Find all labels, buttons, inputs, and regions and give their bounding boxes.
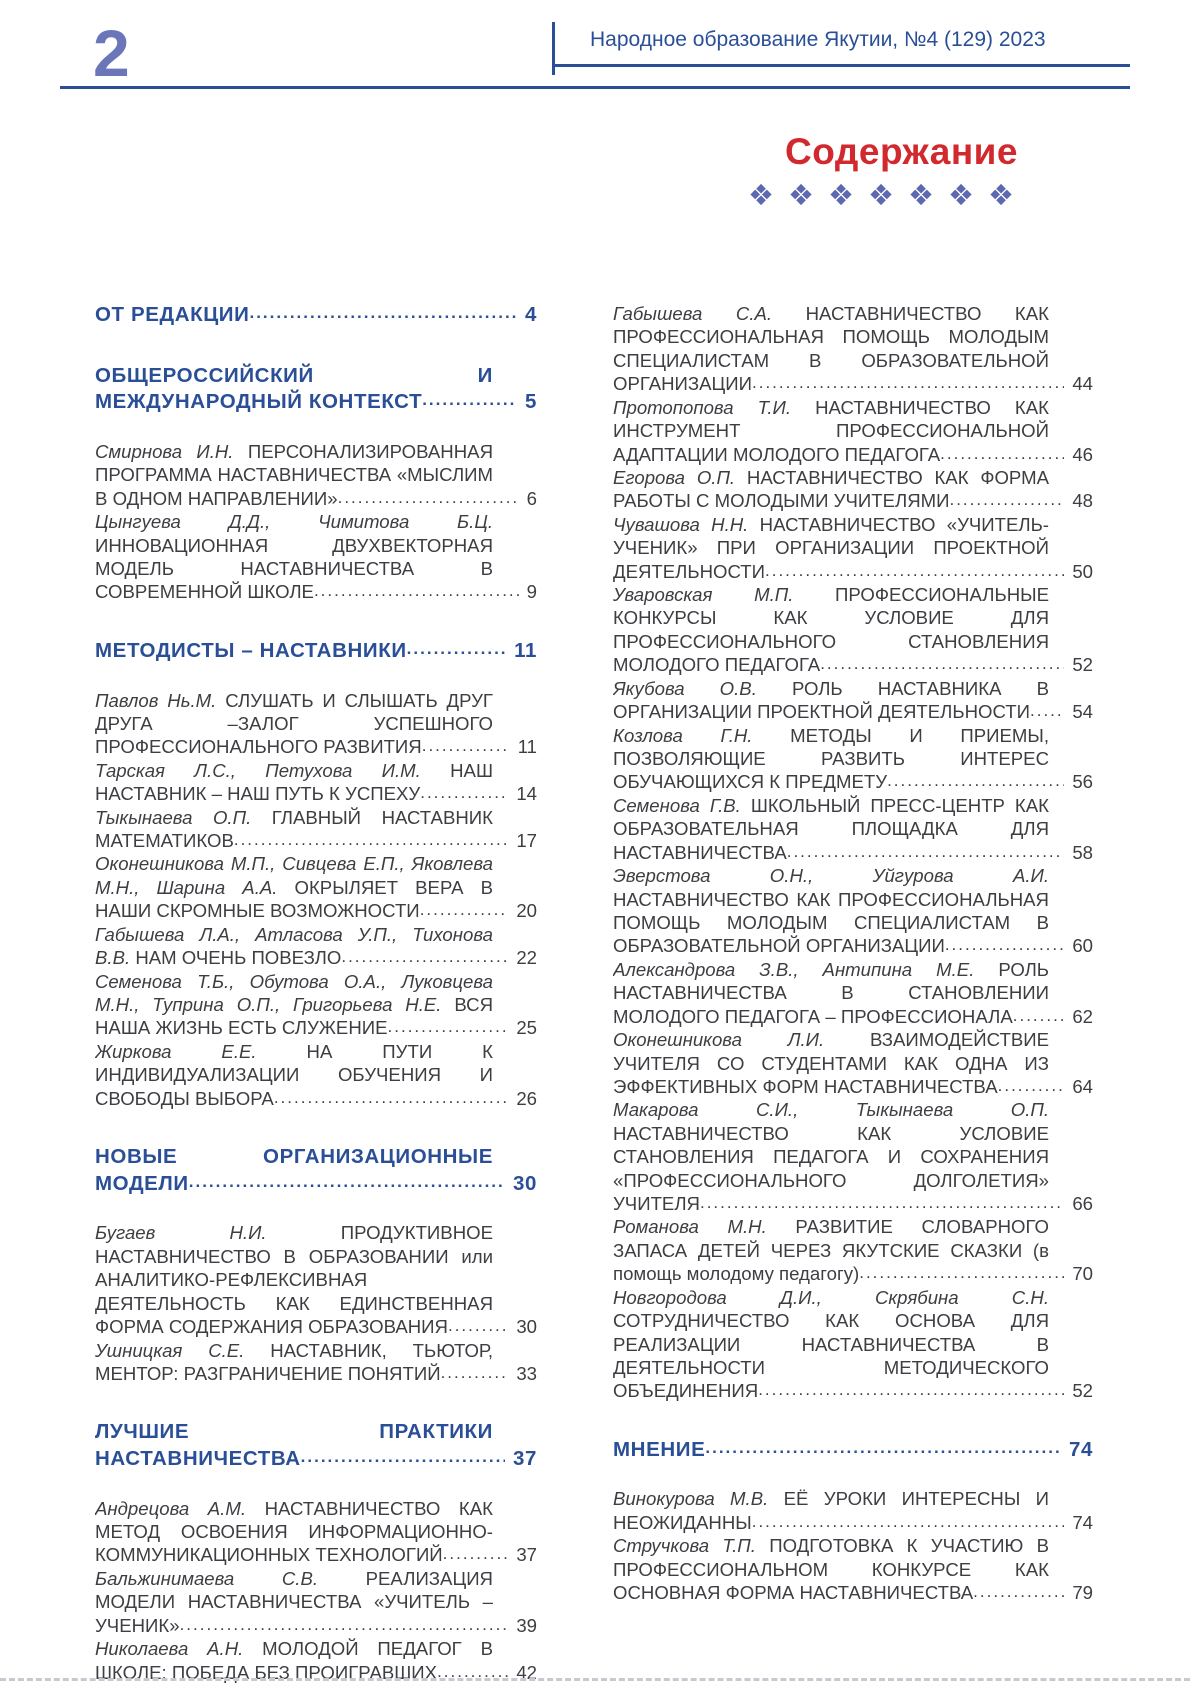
page-ref: 39 [508, 1614, 537, 1637]
toc-entry [613, 1028, 1093, 1098]
dot-leader [234, 829, 537, 850]
page-ref: 33 [508, 1362, 537, 1385]
header-divider-bar [552, 22, 555, 75]
entry-title: ПОДГОТОВКА К УЧАСТИЮ В ПРОФЕССИОНАЛЬНОМ КОНКУРСЕ КАК ОСНОВНАЯ ФОРМА НАСТАВНИЧЕСТВА [613, 1535, 1050, 1604]
section-title: ОБЩЕРОССИЙСКИЙ И МЕЖДУНАРОДНЫЙ КОНТЕКСТ [95, 363, 493, 414]
toc-column-left [95, 302, 537, 1684]
toc-section-heading [95, 363, 537, 416]
page-ref: 9 [519, 580, 537, 603]
entry-title: ПЕРСОНАЛИЗИРОВАННАЯ ПРОГРАММА НАСТАВНИЧЕСТВА «МЫСЛИМ В ОДНОМ НАПРАВЛЕНИИ» [95, 440, 493, 509]
entry-authors: Винокурова М.В. [613, 1488, 784, 1510]
toc-columns [0, 302, 1190, 1684]
dot-leader [189, 1171, 537, 1193]
page-number: 2 [93, 15, 130, 90]
entry-authors: Эверстова О.Н., Уйгурова А.И. [613, 865, 1049, 887]
page-ref: 42 [508, 1661, 537, 1684]
section-title: ЛУЧШИЕ ПРАКТИКИ НАСТАВНИЧЕСТВА [95, 1420, 493, 1470]
section-title: НОВЫЕ ОРГАНИЗАЦИОННЫЕ МОДЕЛИ [95, 1145, 493, 1195]
entry-title: ПРОФЕССИОНАЛЬНЫЕ КОНКУРСЫ КАК УСЛОВИЕ ДЛЯ ПРОФЕССИОНАЛЬНОГО СТАНОВЛЕНИЯ МОЛОДОГО ПЕДАГОГА [613, 584, 1049, 676]
entry-authors: Павлов Нь.М. [95, 689, 226, 711]
toc-entry [95, 852, 537, 922]
dot-leader [301, 1446, 537, 1468]
page-ref: 66 [1064, 1192, 1093, 1215]
dot-leader [249, 302, 537, 324]
dot-leader [752, 372, 1093, 393]
dot-leader [314, 580, 537, 601]
entry-authors: Оконешникова М.П., Сивцева Е.П., Яковлева М.Н., Шарина А.А. [95, 853, 493, 898]
entry-authors: Романова М.Н. [613, 1216, 796, 1238]
toc-entry [95, 1221, 537, 1338]
entry-title: ПРОДУКТИВНОЕ НАСТАВНИЧЕСТВО В ОБРАЗОВАНИИ или АНАЛИТИКО-РЕФЛЕКСИВНАЯ ДЕЯТЕЛЬНОСТЬ КАК ЕДИНСТВЕННАЯ ФОРМА СОДЕРЖАНИЯ ОБРАЗОВАНИЯ [95, 1222, 493, 1338]
entry-title: ШКОЛЬНЫЙ ПРЕСС-ЦЕНТР КАК ОБРАЗОВАТЕЛЬНАЯ ПЛОЩАДКА ДЛЯ НАСТАВНИЧЕСТВА [613, 794, 1049, 863]
page-ref: 11 [506, 638, 537, 665]
toc-entry [95, 1637, 537, 1684]
entry-authors: Цынгуева Д.Д., Чимитова Б.Ц. [95, 511, 493, 533]
entry-title: НАСТАВНИЧЕСТВО КАК ИНСТРУМЕНТ ПРОФЕССИОНАЛЬНОЙ АДАПТАЦИИ МОЛОДОГО ПЕДАГОГА [613, 396, 1049, 465]
entry-authors: Александрова З.В., Антипина М.Е. [613, 958, 999, 980]
entry-title: НАСТАВНИЧЕСТВО КАК МЕТОД ОСВОЕНИЯ ИНФОРМАЦИОННО-КОММУНИКАЦИОННЫХ ТЕХНОЛОГИЙ [95, 1497, 493, 1566]
page-ref: 62 [1064, 1005, 1093, 1028]
dot-leader [705, 1437, 1093, 1459]
toc-section-heading [95, 302, 537, 329]
toc-entry [613, 864, 1093, 958]
page-ref: 70 [1064, 1262, 1093, 1285]
entry-authors: Смирнова И.Н. [95, 440, 248, 462]
page-ref: 37 [508, 1543, 537, 1566]
entry-authors: Козлова Г.Н. [613, 724, 791, 746]
entry-authors: Уваровская М.П. [613, 584, 836, 606]
page-ref: 74 [1061, 1437, 1093, 1464]
entry-authors: Якубова О.В. [613, 677, 792, 699]
entry-authors: Бальжинимаева С.В. [95, 1567, 366, 1589]
toc-entry [613, 302, 1093, 396]
page-ref: 25 [508, 1016, 537, 1039]
entry-title: ВСЯ НАША ЖИЗНЬ ЕСТЬ СЛУЖЕНИЕ [95, 994, 493, 1039]
toc-section-heading [95, 638, 537, 665]
toc-section-heading [95, 1144, 537, 1197]
page-ref: 64 [1064, 1075, 1093, 1098]
entry-authors: Оконешникова Л.И. [613, 1029, 870, 1051]
dot-leader [338, 487, 537, 508]
journal-title: Народное образование Якутии, №4 (129) 2023 [590, 28, 1046, 51]
entry-title: НАМ ОЧЕНЬ ПОВЕЗЛО [135, 947, 342, 969]
entry-title: СЛУШАТЬ И СЛЫШАТЬ ДРУГ ДРУГА –ЗАЛОГ УСПЕШНОГО ПРОФЕССИОНАЛЬНОГО РАЗВИТИЯ [95, 689, 493, 758]
entry-authors: Новгородова Д.И., Скрябина С.Н. [613, 1286, 1049, 1308]
toc-entry [95, 923, 537, 970]
dot-leader [765, 560, 1093, 581]
page-ref: 22 [508, 946, 537, 969]
toc-entry [95, 806, 537, 853]
toc-entry [613, 677, 1093, 724]
toc-entry [95, 1567, 537, 1637]
entry-title: НАСТАВНИЧЕСТВО КАК ПРОФЕССИОНАЛЬНАЯ ПОМОЩЬ МОЛОДЫМ СПЕЦИАЛИСТАМ В ОБРАЗОВАТЕЛЬНОЙ ОРГАНИЗАЦИИ [613, 303, 1049, 395]
page-ref: 58 [1064, 841, 1093, 864]
page-ref: 56 [1064, 770, 1093, 793]
toc-entry [95, 759, 537, 806]
page-ref: 50 [1064, 560, 1093, 583]
toc-entry [613, 1534, 1093, 1604]
entry-title: ВЗАИМОДЕЙСТВИЕ УЧИТЕЛЯ СО СТУДЕНТАМИ КАК ОДНА ИЗ ЭФФЕКТИВНЫХ ФОРМ НАСТАВНИЧЕСТВА [613, 1029, 1049, 1097]
page-ref: 11 [510, 735, 537, 758]
toc-column-right [613, 302, 1093, 1684]
entry-authors: Стручкова Т.П. [613, 1535, 770, 1557]
header-rule [60, 86, 1130, 89]
page-ref: 79 [1064, 1581, 1093, 1604]
page-ref: 52 [1064, 653, 1093, 676]
page-ref: 74 [1064, 1511, 1093, 1534]
page-ref: 44 [1064, 372, 1093, 395]
entry-authors: Тарская Л.С., Петухова И.М. [95, 759, 451, 781]
page-ref: 54 [1064, 700, 1093, 723]
diamond-ornament-icon: ❖ [948, 178, 974, 212]
entry-authors: Егорова О.П. [613, 466, 747, 488]
page-ref: 26 [508, 1087, 537, 1110]
entry-title: НАСТАВНИЧЕСТВО КАК ФОРМА РАБОТЫ С МОЛОДЫМИ УЧИТЕЛЯМИ [613, 466, 1050, 512]
entry-authors: Семенова Т.Б., Обутова О.А., Луковцева М.Н., Туприна О.П., Григорьева Н.Е. [95, 970, 493, 1015]
section-title: ОТ РЕДАКЦИИ [95, 303, 250, 326]
toc-entry [613, 466, 1093, 513]
toc-section-heading [95, 1419, 537, 1472]
entry-title: ИННОВАЦИОННАЯ ДВУХВЕКТОРНАЯ МОДЕЛЬ НАСТАВНИЧЕСТВА В СОВРЕМЕННОЙ ШКОЛЕ [95, 534, 493, 603]
entry-authors: Протопопова Т.И. [613, 396, 816, 418]
entry-authors: Жиркова Е.Е. [95, 1040, 307, 1062]
entry-authors: Ушницкая С.Е. [95, 1339, 271, 1361]
page-ref: 37 [505, 1446, 537, 1473]
entry-title: МОЛОДОЙ ПЕДАГОГ В ШКОЛЕ: ПОБЕДА БЕЗ ПРОИГРАВШИХ [95, 1638, 493, 1683]
entry-authors: Тыкынаева О.П. [95, 806, 272, 828]
journal-header [552, 24, 1130, 67]
toc-entry [95, 440, 537, 510]
page-ref: 30 [508, 1315, 537, 1338]
entry-title: ОКРЫЛЯЕТ ВЕРА В НАШИ СКРОМНЫЕ ВОЗМОЖНОСТИ [95, 876, 493, 922]
entry-title: ГЛАВНЫЙ НАСТАВНИК МАТЕМАТИКОВ [95, 806, 493, 852]
section-title: МНЕНИЕ [613, 1437, 706, 1461]
entry-title: МЕТОДЫ И ПРИЕМЫ, ПОЗВОЛЯЮЩИЕ РАЗВИТЬ ИНТЕРЕС ОБУЧАЮЩИХСЯ К ПРЕДМЕТУ [613, 724, 1049, 793]
entry-title: РАЗВИТИЕ СЛОВАРНОГО ЗАПАСА ДЕТЕЙ ЧЕРЕЗ ЯКУТСКИЕ СКАЗКИ (в помощь молодому педагогу) [613, 1216, 1049, 1285]
entry-authors: Бугаев Н.И. [95, 1222, 341, 1244]
entry-title: НАСТАВНИК, ТЬЮТОР, МЕНТОР: РАЗГРАНИЧЕНИЕ ПОНЯТИЙ [95, 1339, 493, 1384]
entry-title: СОТРУДНИЧЕСТВО КАК ОСНОВА ДЛЯ РЕАЛИЗАЦИИ НАСТАВНИЧЕСТВА В ДЕЯТЕЛЬНОСТИ МЕТОДИЧЕСКОГО ОБЪЕДИНЕНИЯ [613, 1310, 1049, 1402]
entry-authors: Семенова Г.В. [613, 794, 751, 816]
entry-authors: Чувашова Н.Н. [613, 513, 760, 535]
toc-entry [613, 513, 1093, 583]
toc-entry [613, 724, 1093, 794]
diamond-ornament-icon: ❖ [868, 178, 894, 212]
toc-entry [95, 689, 537, 759]
dot-leader [274, 1087, 537, 1108]
toc-entry [613, 958, 1093, 1028]
dot-leader [787, 841, 1093, 862]
page-ref: 52 [1064, 1379, 1093, 1402]
entry-title: НА ПУТИ К ИНДИВИДУАЛИЗАЦИИ ОБУЧЕНИЯ И СВОБОДЫ ВЫБОРА [95, 1040, 493, 1109]
diamond-ornament-icon: ❖ [988, 178, 1014, 212]
toc-entry [613, 1098, 1093, 1215]
toc-entry [95, 1040, 537, 1110]
dot-leader [859, 1262, 1093, 1283]
entry-title: РОЛЬ НАСТАВНИЧЕСТВА В СТАНОВЛЕНИИ МОЛОДОГО ПЕДАГОГА – ПРОФЕССИОНАЛА [613, 958, 1049, 1027]
entry-title: НАСТАВНИЧЕСТВО КАК УСЛОВИЕ СТАНОВЛЕНИЯ ПЕДАГОГА И СОХРАНЕНИЯ «ПРОФЕССИОНАЛЬНОГО ДОЛГОЛЕТИЯ» УЧИТЕЛЯ [613, 1122, 1049, 1215]
toc-entry [613, 1215, 1093, 1285]
entry-authors: Николаева А.Н. [95, 1638, 263, 1660]
page-ref: 6 [519, 487, 537, 510]
page-ref: 60 [1064, 934, 1093, 957]
dot-leader [752, 1511, 1093, 1532]
page-ref: 48 [1064, 489, 1093, 512]
entry-title: НАСТАВНИЧЕСТВО КАК ПРОФЕССИОНАЛЬНАЯ ПОМОЩЬ МОЛОДЫМ СПЕЦИАЛИСТАМ В ОБРАЗОВАТЕЛЬНОЙ ОРГАНИЗАЦИИ [613, 888, 1049, 957]
diamond-ornament-icon: ❖ [828, 178, 854, 212]
dot-leader [700, 1192, 1093, 1213]
entry-title: НАШ НАСТАВНИК – НАШ ПУТЬ К УСПЕХУ [95, 759, 493, 805]
diamond-ornament-icon: ❖ [748, 178, 774, 212]
toc-entry [95, 970, 537, 1040]
toc-entry [95, 1497, 537, 1567]
page-ref: 14 [508, 782, 537, 805]
dot-leader [820, 653, 1093, 674]
diamond-ornament-icon: ❖ [788, 178, 814, 212]
toc-entry [613, 396, 1093, 466]
entry-title: ЕЁ УРОКИ ИНТЕРЕСНЫ И НЕОЖИДАННЫ [613, 1488, 1049, 1533]
entry-authors: Макарова С.И., Тыкынаева О.П. [613, 1099, 1049, 1121]
ornament-row [0, 178, 1190, 212]
toc-entry [613, 583, 1093, 677]
page-ref: 17 [508, 829, 537, 852]
entry-authors: Габышева Л.А., Атласова У.П., Тихонова В.В. [95, 923, 493, 969]
page-header [0, 0, 1190, 90]
entry-title: РЕАЛИЗАЦИЯ МОДЕЛИ НАСТАВНИЧЕСТВА «УЧИТЕЛЬ – УЧЕНИК» [95, 1567, 493, 1636]
section-title: МЕТОДИСТЫ – НАСТАВНИКИ [95, 638, 407, 662]
entry-authors: Габышева С.А. [613, 303, 806, 324]
toc-entry [95, 1339, 537, 1386]
dot-leader [758, 1379, 1093, 1400]
page-ref: 5 [517, 389, 537, 416]
entry-title: РОЛЬ НАСТАВНИКА В ОРГАНИЗАЦИИ ПРОЕКТНОЙ ДЕЯТЕЛЬНОСТИ [613, 677, 1049, 723]
page-ref: 20 [508, 899, 537, 922]
page-ref: 4 [517, 302, 537, 329]
entry-authors: Андрецова А.М. [95, 1497, 265, 1519]
toc-entry [95, 510, 537, 604]
toc-section-heading [613, 1437, 1093, 1464]
toc-entry [613, 1286, 1093, 1403]
page-title: Содержание [785, 131, 1018, 172]
page-bottom-edge [0, 1678, 1190, 1681]
dot-leader [180, 1614, 537, 1635]
page-ref: 46 [1064, 443, 1093, 466]
page-ref: 30 [505, 1171, 537, 1198]
dot-leader [887, 770, 1093, 791]
entry-title: НАСТАВНИЧЕСТВО «УЧИТЕЛЬ-УЧЕНИК» ПРИ ОРГАНИЗАЦИИ ПРОЕКТНОЙ ДЕЯТЕЛЬНОСТИ [613, 513, 1049, 582]
toc-entry [613, 1487, 1093, 1534]
toc-entry [613, 794, 1093, 864]
diamond-ornament-icon: ❖ [908, 178, 934, 212]
